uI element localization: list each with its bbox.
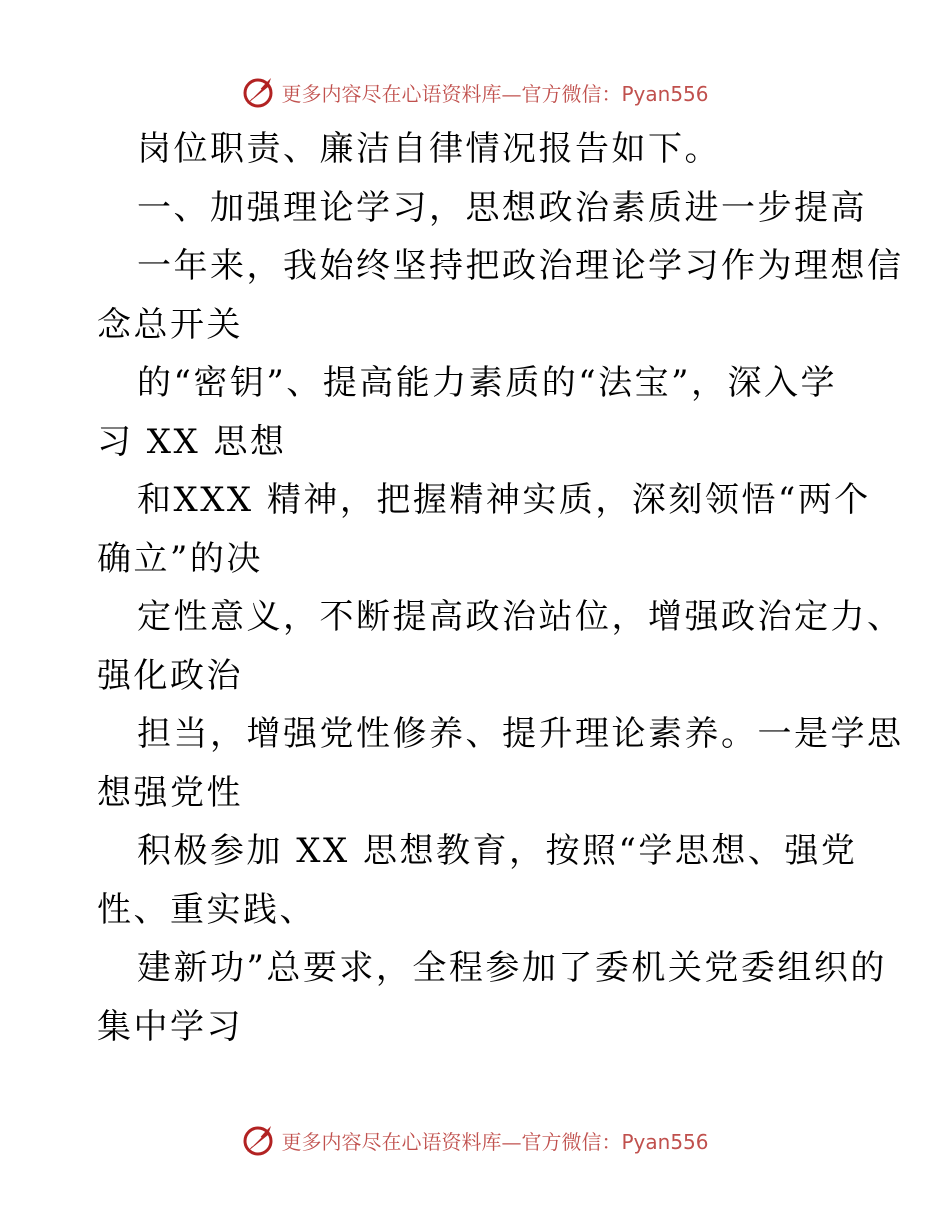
watermark-text: 更多内容尽在心语资料库—官方微信： bbox=[281, 81, 622, 106]
text-line: 习 XX 思想 bbox=[97, 421, 287, 462]
text-line: 的“密钥”、提高能力素质的“法宝”，深入学 bbox=[137, 363, 838, 403]
text-line: 强化政治 bbox=[97, 655, 243, 696]
text-line: 念总开关 bbox=[97, 304, 243, 345]
text-line: 一、加强理论学习，思想政治素质进一步提高 bbox=[137, 187, 867, 228]
document-body bbox=[97, 120, 904, 1056]
text-line: 一年来，我始终坚持把政治理论学习作为理想信 bbox=[137, 246, 904, 286]
text-line: 建新功”总要求，全程参加了委机关党委组织的 bbox=[137, 948, 887, 988]
watermark-text: 更多内容尽在心语资料库—官方微信： bbox=[281, 1129, 622, 1154]
text-line: 想强党性 bbox=[97, 772, 243, 813]
text-line: 岗位职责、廉洁自律情况报告如下。 bbox=[137, 129, 721, 169]
header-watermark bbox=[0, 72, 950, 112]
text-line: 担当，增强党性修养、提升理论素养。一是学思 bbox=[137, 714, 904, 754]
text-line: 性、重实践、 bbox=[97, 889, 316, 930]
quill-logo-icon bbox=[241, 74, 277, 110]
text-line: 和XXX 精神，把握精神实质，深刻领悟“两个 bbox=[137, 480, 871, 520]
footer-watermark bbox=[0, 1120, 950, 1160]
watermark-id: Pyan556 bbox=[621, 1129, 709, 1154]
text-line: 定性意义，不断提高政治站位，增强政治定力、 bbox=[137, 597, 904, 637]
text-line: 积极参加 XX 思想教育，按照“学思想、强党 bbox=[137, 831, 858, 871]
watermark-id: Pyan556 bbox=[621, 81, 709, 106]
quill-logo-icon bbox=[241, 1122, 277, 1158]
text-line: 确立”的决 bbox=[97, 538, 263, 579]
text-line: 集中学习 bbox=[97, 1006, 243, 1047]
